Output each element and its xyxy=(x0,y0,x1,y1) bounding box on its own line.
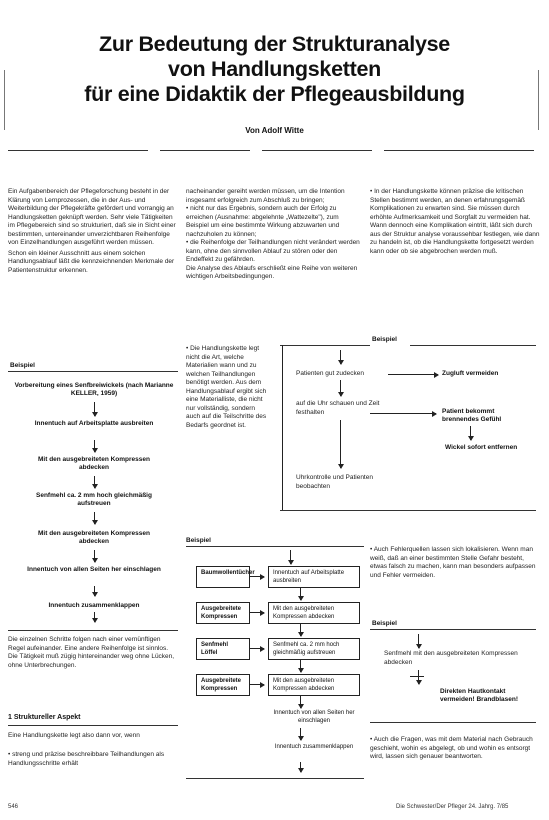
d1-remove: Wickel sofort entfernen xyxy=(445,444,518,451)
d2-step-4: Innentuch von allen Seiten her einschlagen xyxy=(273,710,355,724)
d2-label-2: Senfmehl Löffel xyxy=(196,638,250,660)
flow-arrow-3 xyxy=(94,476,95,488)
margin-line-right xyxy=(538,70,539,130)
d2-step-0: Innentuch auf Arbeitsplatte ausbreiten xyxy=(268,566,360,588)
page-number: 546 xyxy=(8,804,19,810)
mid-bullet-1: • nicht nur das Ergebnis, sondern auch der Erfolg zu erreichen (Ausnahme: abgelehnte „Wattezelte"), zum Beispiel um eine bestimmte Wirkung abzuwarten und nachzuholen zu können; xyxy=(186,205,340,238)
flow-step-5: Innentuch von allen Seiten her einschlagen xyxy=(27,566,161,573)
d2-label-3: Ausgebreitete Kompressen xyxy=(196,674,250,696)
d2-arrow-0 xyxy=(290,550,291,564)
d2-arrow-6 xyxy=(300,762,301,772)
d1-arrow-1 xyxy=(340,380,341,396)
d2-link-1 xyxy=(250,612,264,613)
d1-arrow-2 xyxy=(340,420,341,468)
d2-arrow-5 xyxy=(300,728,301,740)
d1-end: Uhrkontrolle und Patienten beobachten xyxy=(296,474,373,490)
section-rule xyxy=(8,725,178,726)
d2-step-5: Innentuch zusammenklappen xyxy=(274,744,354,750)
mid-text-2: Die Analyse des Ablaufs erschließt eine Reihe von weiteren wichtigen Arbeitsbedingungen. xyxy=(186,264,358,280)
d1-start: Patienten gut zudecken xyxy=(296,370,364,377)
flow-arrow-4 xyxy=(94,512,95,524)
right-bullet-3: • Auch die Fragen, was mit dem Material nach Gebrauch geschieht, wohin es abgelegt, ob und wohin es entsorgt wird, lassen sich genauer beantworten. xyxy=(370,736,533,760)
d2-label-0: Baumwollentücher xyxy=(196,566,250,588)
margin-line-left xyxy=(4,70,5,130)
d2-arrow-1 xyxy=(300,588,301,600)
example-rule-1 xyxy=(8,371,178,372)
example-rule-2b xyxy=(410,345,536,346)
d3-arrow-0 xyxy=(418,634,419,648)
flow-step-0: Vorbereitung eines Senfbreiwickels (nach Marianne KELLER, 1959) xyxy=(14,382,174,397)
d2-link-2 xyxy=(250,648,264,649)
flow-arrow-7 xyxy=(94,612,95,622)
diagram1-bottom-rule xyxy=(280,510,536,511)
d2-step-1: Mit den ausgebreiteten Kompressen abdecken xyxy=(268,602,360,624)
flow-step-4: Mit den ausgebreiteten Kompressen abdecken xyxy=(38,530,150,545)
d2-arrow-2 xyxy=(300,624,301,636)
d3-arrow-1 xyxy=(418,670,419,684)
mid-bullet-3: • Die Handlungskette legt nicht die Art, welche Materialien wann und zu welchen Teilhandlungen benötigt werden. Aus dem Handlungsablauf ergibt sich eine Materialliste, die nicht nur vollständig, sondern auch auf die Teilschritte des Bedarfs geordnet ist. xyxy=(186,345,267,429)
d1-check: auf die Uhr schauen und Zeit festhalten xyxy=(296,400,380,416)
article-title xyxy=(0,32,549,107)
flow-step-1: Innentuch auf Arbeitsplatte ausbreiten xyxy=(34,420,154,427)
flow-arrow-2 xyxy=(94,440,95,452)
d2-arrow-3 xyxy=(300,660,301,672)
d1-arrow-remove xyxy=(470,426,471,440)
author-line: Von Adolf Witte xyxy=(245,126,304,135)
header-rule-1 xyxy=(8,150,148,151)
d2-arrow-4 xyxy=(300,696,301,708)
example-label-1: Beispiel xyxy=(10,362,35,369)
title-line-3: für eine Didaktik der Pflegeausbildung xyxy=(84,82,465,106)
header-rule-2 xyxy=(160,150,250,151)
flow-step-3: Senfmehl ca. 2 mm hoch gleichmäßig aufstreuen xyxy=(36,492,152,507)
example-label-2: Beispiel xyxy=(372,336,397,343)
after-flow-paragraph: Die einzelnen Schritte folgen nach einer vernünftigen Regel aufeinander. Eine andere Reihenfolge ist sinnlos. Die Tätigkeit muß zügig hintereinander weg ohne Lücken, ohne Unterbrechungen. xyxy=(8,636,175,669)
d2-link-0 xyxy=(250,576,264,577)
d3-result: Direkten Hautkontakt vermeiden! Brandblasen! xyxy=(440,688,519,703)
intro-paragraph-2: Schon ein kleiner Ausschnitt aus einem solchen Handlungsablauf läßt die kennzeichnenden Merkmale der Patientenstruktur erkennen. xyxy=(8,249,175,274)
diagram2-bottom-rule xyxy=(186,778,364,779)
header-rule-3 xyxy=(262,150,372,151)
d3-start: Senfmehl mit den ausgebreiteten Kompressen abdecken xyxy=(384,650,518,666)
flow-step-6: Innentuch zusammenklappen xyxy=(48,602,140,609)
intro-paragraph: Ein Aufgabenbereich der Pflegeforschung besteht in der Klärung von Lernprozessen, die in der Aus- und Weiterbildung der Pflegekräfte gefördert und vorrangig an Handlungsketten geknüpft werden. Sehr viele Tätigkeiten im Pflegebereich sind so strukturiert, daß sie in Sicht einer bestimmten, untereinander unverzichtbaren Reihenfolge von Einzelhandlungen ausgeführt werden müssen. xyxy=(8,188,176,246)
journal-footer: Die Schwester/Der Pfleger 24. Jahrg. 7/85 xyxy=(396,804,509,810)
d2-label-1: Ausgebreitete Kompressen xyxy=(196,602,250,624)
d2-step-3: Mit den ausgebreiteten Kompressen abdecken xyxy=(268,674,360,696)
section-bullet: • streng und präzise beschreibbare Teilhandlungen als Handlungsschritte erhält xyxy=(8,751,165,767)
example-rule-2a xyxy=(280,345,370,346)
d2-link-3 xyxy=(250,684,264,685)
d1-arrow-avoid xyxy=(388,374,438,375)
d2-step-2: Senfmehl ca. 2 mm hoch gleichmäßig aufstreuen xyxy=(268,638,360,660)
middle-column-top xyxy=(186,188,360,282)
title-line-2: von Handlungsketten xyxy=(168,57,381,81)
d1-arrow-burn xyxy=(370,413,436,414)
mid-text-1: nacheinander gereiht werden müssen, um die Intention insgesamt erfolgreich zum Abschluß zu bringen; xyxy=(186,188,345,204)
d3-branch xyxy=(410,676,424,677)
example-label-4: Beispiel xyxy=(372,620,397,627)
flow-step-2: Mit den ausgebreiteten Kompressen abdecken xyxy=(38,456,150,471)
example-rule-4 xyxy=(370,629,536,630)
section-heading: 1 Struktureller Aspekt xyxy=(8,714,81,721)
flow-bottom-rule xyxy=(8,630,178,631)
d1-arrow-0 xyxy=(340,350,341,364)
example-rule-3 xyxy=(186,546,364,547)
left-column xyxy=(8,188,178,275)
flow-arrow-5 xyxy=(94,550,95,562)
mid-bullet-2: • die Reihenfolge der Teilhandlungen nicht verändert werden kann, ohne den sinnvollen Ablauf zu stören oder den Endeffekt zu gefährden. xyxy=(186,239,360,263)
right-bullet-1: • In der Handlungskette können präzise die kritischen Stellen bestimmt werden, an denen erfahrungsgemäß Komplikationen zu erwarten sind. Sie müssen durch erhöhte Aufmerksamkeit und Sorgfalt zu vermeiden hat. Wann dennoch eine Komplikation eintritt, läßt sich durch aus der Struktur analyse voraussehbar festlegen, wie dann zu handeln ist, ob die Handlungskette fortgesetzt werden kann oder ob sie abgebrochen werden muß. xyxy=(370,188,540,255)
title-line-1: Zur Bedeutung der Strukturanalyse xyxy=(99,32,450,56)
diagram3-bottom-rule xyxy=(370,722,536,723)
d1-avoid: Zugluft vermeiden xyxy=(442,370,499,377)
diagram1-left-bracket xyxy=(282,345,283,510)
header-rule-4 xyxy=(384,150,534,151)
section-text: Eine Handlungskette legt also dann vor, wenn xyxy=(8,732,140,739)
right-bullet-2: • Auch Fehlerquellen lassen sich lokalisieren. Wenn man weiß, daß an einer bestimmten Stelle Gefahr besteht, etwas falsch zu machen, kann man besonders aufpassen und Fehler vermeiden. xyxy=(370,546,536,579)
flow-arrow-1 xyxy=(94,402,95,416)
d1-burn: Patient bekommt brennendes Gefühl xyxy=(442,408,502,423)
flow-arrow-6 xyxy=(94,586,95,596)
example-label-3: Beispiel xyxy=(186,537,211,544)
